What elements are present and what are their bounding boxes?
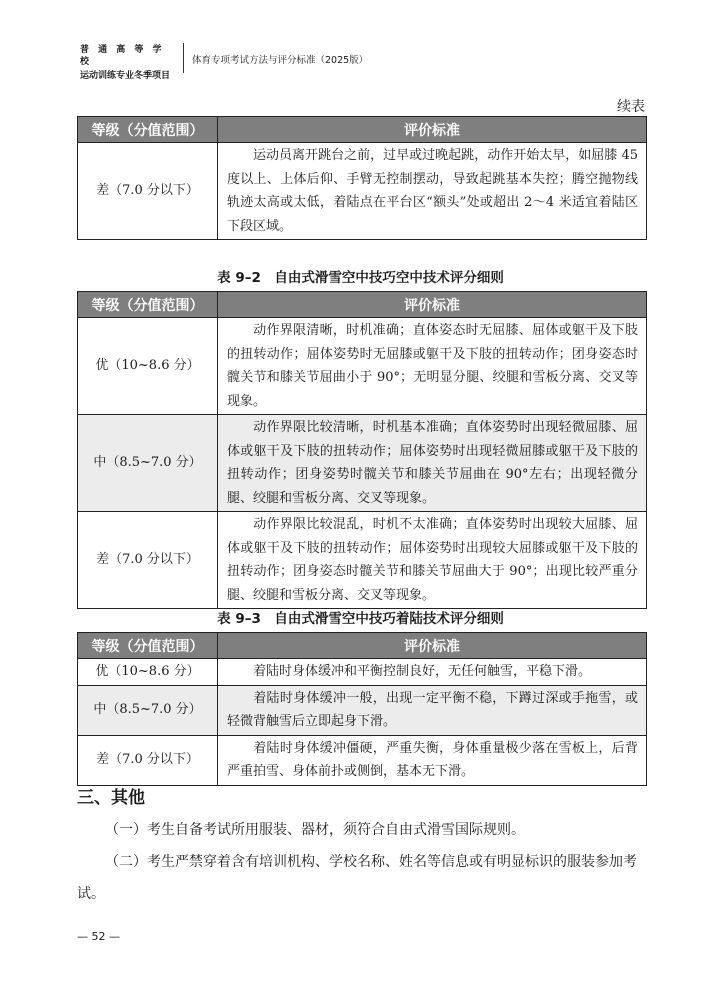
level-cell: 中（8.5~7.0 分） [78, 415, 218, 512]
running-header-school [80, 44, 182, 82]
section-title: 三、其他 [77, 788, 145, 808]
table-row [78, 735, 647, 785]
level-cell: 优（10~8.6 分） [78, 318, 218, 415]
level-cell: 差（7.0 分以下） [78, 735, 218, 785]
level-cell: 差（7.0 分以下） [78, 512, 218, 609]
column-header-criteria: 评价标准 [218, 292, 647, 318]
column-header-level: 等级（分值范围） [78, 117, 218, 143]
table-row [78, 512, 647, 609]
criteria-cell: 着陆时身体缓冲和平衡控制良好，无任何触雪，平稳下滑。 [218, 659, 647, 686]
column-header-criteria: 评价标准 [218, 117, 647, 143]
header-divider [183, 43, 184, 73]
criteria-cell: 动作界限比较清晰，时机基本准确；直体姿势时出现轻微屈膝、屈体或躯干及下肢的扭转动作；屈体姿势时出现轻微屈膝或躯干及下肢的扭转动作；团身姿势时髋关节和膝关节屈曲在 90°左右；出现轻微分腿、绞腿和雪板分离、交叉等现象。 [218, 415, 647, 512]
table-9-3 [77, 632, 647, 786]
criteria-cell: 着陆时身体缓冲一般，出现一定平衡不稳，下蹲过深或手拖雪，或轻微背触雪后立即起身下滑。 [218, 685, 647, 735]
column-header-criteria: 评价标准 [218, 633, 647, 659]
table-row [78, 415, 647, 512]
paragraph: （二）考生严禁穿着含有培训机构、学校名称、姓名等信息或有明显标识的服装参加考试。 [77, 854, 637, 902]
criteria-cell: 动作界限比较混乱，时机不太准确；直体姿势时出现较大屈膝、屈体或躯干及下肢的扭转动作；屈体姿势时出现较大屈膝或躯干及下肢的扭转动作；团身姿态时髋关节和膝关节屈曲大于 90°；出现比较严重分腿、绞腿和雪板分离、交叉等现象。 [218, 512, 647, 609]
level-cell: 优（10~8.6 分） [78, 659, 218, 686]
table-9-3-caption: 表 9–3 自由式滑雪空中技巧着陆技术评分细则 [217, 611, 504, 627]
header-doc-title: 体育专项考试方法与评分标准（2025版） [192, 55, 369, 66]
paragraph: （一）考生自备考试所用服装、器材，须符合自由式滑雪国际规则。 [105, 822, 525, 838]
continued-label: 续表 [617, 99, 645, 115]
table-row [78, 685, 647, 735]
table-row [78, 143, 647, 240]
criteria-cell: 着陆时身体缓冲僵硬，严重失衡，身体重量极少落在雪板上，后背严重拍雪、身体前扑或侧倒，基本无下滑。 [218, 735, 647, 785]
table-row [78, 659, 647, 686]
header-school-line1: 普 通 高 等 学 校 [80, 45, 165, 67]
header-school-line2: 运动训练专业冬季项目 [80, 71, 171, 81]
table-9-2-caption: 表 9–2 自由式滑雪空中技巧空中技术评分细则 [217, 270, 504, 286]
level-cell: 中（8.5~7.0 分） [78, 685, 218, 735]
criteria-cell: 运动员离开跳台之前，过早或过晚起跳，动作开始太早，如屈膝 45 度以上、上体后仰、手臂无控制摆动，导致起跳基本失控；腾空抛物线轨迹太高或太低，着陆点在平台区“额头”处或超出 2～4 米适宜着陆区下段区域。 [218, 143, 647, 240]
table-9-2 [77, 291, 647, 609]
column-header-level: 等级（分值范围） [78, 292, 218, 318]
criteria-cell: 动作界限清晰，时机准确；直体姿态时无屈膝、屈体或躯干及下肢的扭转动作；屈体姿势时无屈膝或躯干及下肢的扭转动作；团身姿态时髋关节和膝关节屈曲小于 90°；无明显分腿、绞腿和雪板分离、交叉等现象。 [218, 318, 647, 415]
column-header-level: 等级（分值范围） [78, 633, 218, 659]
level-cell: 差（7.0 分以下） [78, 143, 218, 240]
table-continued [77, 116, 647, 240]
table-row [78, 318, 647, 415]
page-number: — 52 — [77, 930, 120, 943]
